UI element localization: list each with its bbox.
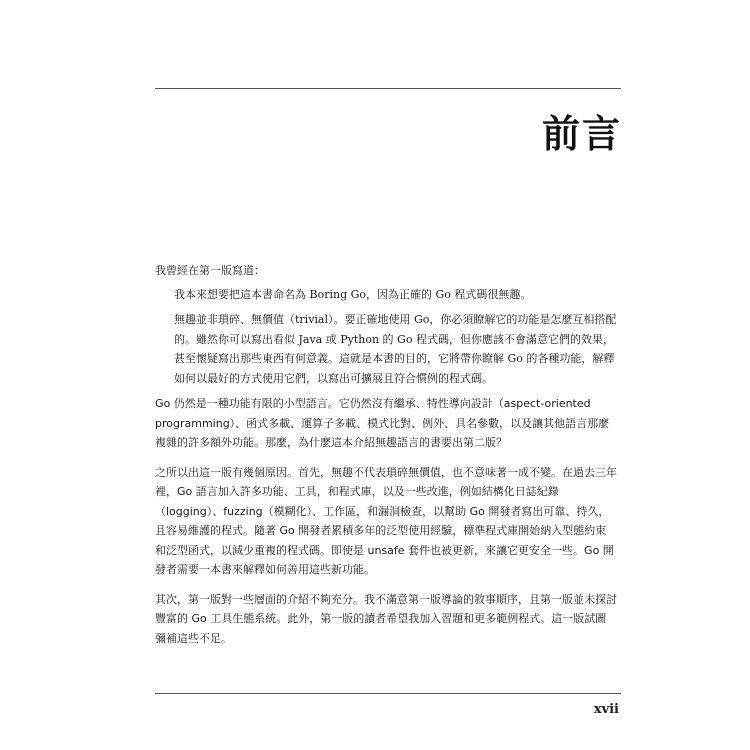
block-quote [155,285,617,389]
body-paragraph: 之所以出這一版有幾個原因。首先，無趣不代表瑣碎無價值，也不意味著一成不變。在過去三年裡，Go 語言加入許多功能、工具，和程式庫，以及一些改進，例如結構化日誌紀錄（logging）、fuzzing（模糊化）、工作區，和漏洞檢查，以幫助 Go 開發者寫出可靠、持久，且容易維護的程式。隨著 Go 開發者累積多年的泛型使用經驗，標準程式庫開始納入型態約束和泛型函式，以減少重複的程式碼。即使是 unsafe 套件也被更新，來讓它更安全一些。Go 開發者需要一本書來解釋如何善用這些新功能。 [155,465,617,576]
intro-line: 我曾經在第一版寫道： [155,264,265,277]
body-paragraph: 其次，第一版對一些層面的介紹不夠充分。我不滿意第一版導論的敘事順序，且第一版並未探討豐富的 Go 工具生態系統。此外，第一版的讀者希望我加入習題和更多範例程式。這一版試圖彌補這些不足。 [155,592,617,645]
body-paragraph: Go 仍然是一種功能有限的小型語言。它仍然沒有繼承、特性導向設計（aspect-oriented programming）、函式多載、運算子多載、模式比對、例外、具名參數，以及讓其他語言那麼複雜的許多額外功能。那麼，為什麼這本介紹無趣語言的書要出第二版？ [155,397,610,449]
chapter-title: 前言 [541,112,622,156]
quote-paragraph: 我本來想要把這本書命名為 Boring Go，因為正確的 Go 程式碼很無趣。 [174,287,532,301]
bottom-rule [155,693,621,694]
top-rule [155,88,621,89]
page-number: xvii [593,702,619,717]
quote-paragraph: 無趣並非瑣碎、無價值（trivial）。要正確地使用 Go，你必須瞭解它的功能是怎麼互相搭配的。雖然你可以寫出看似 Java 或 Python 的 Go 程式碼，但你應該不會滿意它們的效果，甚至懷疑寫出那些東西有何意義。這就是本書的目的，它將帶你瞭解 Go 的各種功能，解釋如何以最好的方式使用它們，以寫出可擴展且符合慣例的程式碼。 [174,313,617,385]
body-text [155,261,617,648]
